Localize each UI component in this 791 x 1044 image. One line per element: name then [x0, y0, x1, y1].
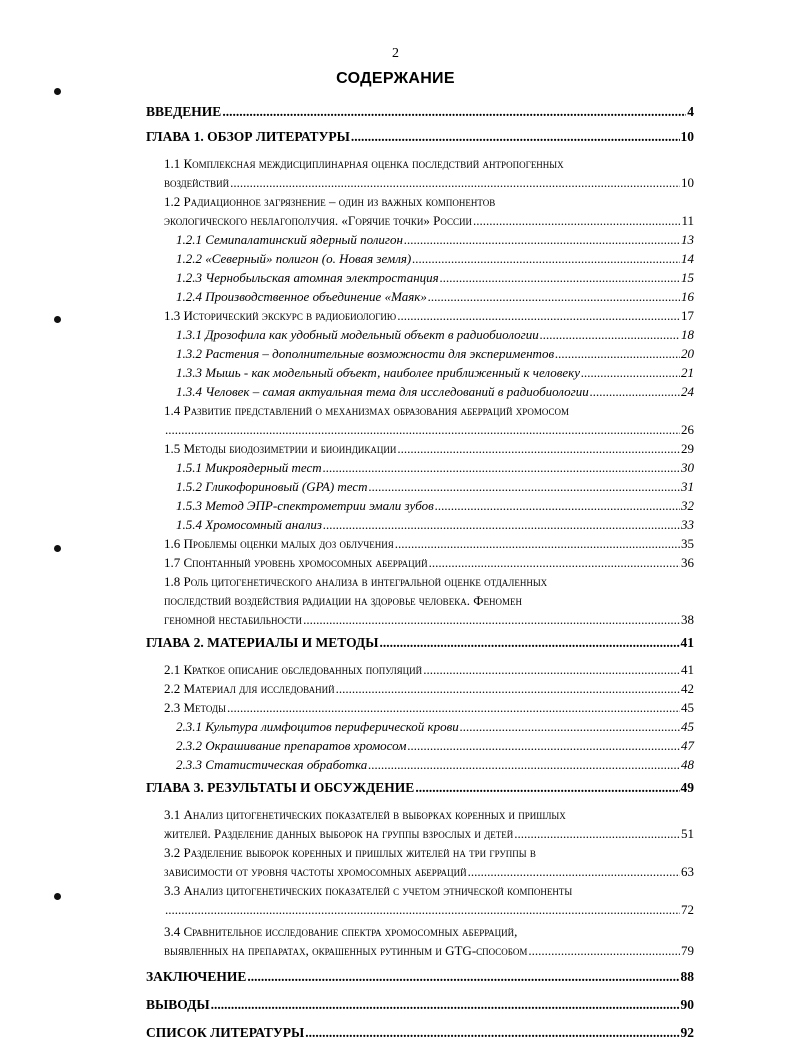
toc-entry-intro[interactable]: ВВЕДЕНИЕ ..... 4 [146, 101, 694, 123]
page-ref: 51 [681, 826, 694, 841]
toc-entry-references[interactable]: СПИСОК ЛИТЕРАТУРЫ ..... 92 [146, 1022, 694, 1044]
toc-entry-1-5[interactable]: 1.5 Методы биодозиметрии и биоиндикации ..... 29 [146, 439, 694, 458]
toc-entry-3-4-line: 3.4 Сравнительное исследование спектра хромосомных аберраций, [164, 924, 518, 939]
toc-entry-1-1[interactable]: воздействий ..... 10 [146, 173, 694, 192]
toc-entry-2-3-1[interactable]: 2.3.1 Культура лимфоцитов периферической крови ..... 45 [146, 717, 694, 736]
binder-hole-mark [54, 316, 61, 323]
toc-entry-1-3[interactable]: 1.3 Исторический экскурс в радиобиологию ..... 17 [146, 306, 694, 325]
page-ref: 13 [681, 232, 694, 247]
page-ref: 41 [681, 662, 694, 677]
page-ref: 10 [680, 129, 694, 144]
page-ref: 31 [681, 479, 694, 494]
page-ref: 92 [680, 1025, 694, 1040]
page-ref: 42 [681, 681, 694, 696]
toc-entry-1-2-line: 1.2 Радиационное загрязнение – один из важных компонентов [164, 194, 496, 209]
page-ref: 24 [681, 384, 694, 399]
toc-entry-3-3-line: 3.3 Анализ цитогенетических показателей с учетом этнической компоненты [164, 883, 573, 898]
binder-hole-mark [54, 88, 61, 95]
page-title: СОДЕРЖАНИЕ [336, 70, 455, 87]
page-ref: 88 [680, 969, 694, 984]
toc-entry-1-8[interactable]: геномной нестабильности ..... 38 [146, 610, 694, 629]
toc-entry-1-6[interactable]: 1.6 Проблемы оценки малых доз облучения ..... 35 [146, 534, 694, 553]
page-ref: 90 [680, 997, 694, 1012]
page-ref: 17 [681, 308, 694, 323]
toc-entry-1-8-line: последствий воздействия радиации на здоровье человека. Феномен [164, 593, 522, 608]
page-ref: 26 [681, 422, 694, 437]
toc-entry-1-5-3[interactable]: 1.5.3 Метод ЭПР-спектрометрии эмали зубов ..... 32 [146, 496, 694, 515]
page-ref: 29 [681, 441, 694, 456]
page-ref: 45 [681, 719, 694, 734]
toc-entry-1-3-2[interactable]: 1.3.2 Растения – дополнительные возможности для экспериментов ..... 20 [146, 344, 694, 363]
toc-entry-1-3-4[interactable]: 1.3.4 Человек – самая актуальная тема для исследований в радиобиологии ..... 24 [146, 382, 694, 401]
page-ref: 32 [681, 498, 694, 513]
toc-entry-conclusion[interactable]: ЗАКЛЮЧЕНИЕ ..... 88 [146, 966, 694, 988]
page-ref: 15 [681, 270, 694, 285]
page-ref: 18 [681, 327, 694, 342]
page-ref: 35 [681, 536, 694, 551]
toc-entry-3-1[interactable]: жителей. Разделение данных выборок на группы взрослых и детей ..... 51 [146, 824, 694, 843]
page-ref: 36 [681, 555, 694, 570]
toc-entry-1-4[interactable] [146, 420, 694, 439]
page-number: 2 [392, 46, 399, 61]
page-ref: 63 [681, 864, 694, 879]
toc-entry-1-2-4[interactable]: 1.2.4 Производственное объединение «Маяк» ..... 16 [146, 287, 694, 306]
toc-entry-chapter-3[interactable]: ГЛАВА 3. РЕЗУЛЬТАТЫ И ОБСУЖДЕНИЕ ..... 49 [146, 777, 694, 799]
toc-entry-2-2[interactable]: 2.2 Материал для исследований ..... 42 [146, 679, 694, 698]
page-ref: 20 [681, 346, 694, 361]
toc-entry-chapter-2[interactable]: ГЛАВА 2. МАТЕРИАЛЫ И МЕТОДЫ ..... 41 [146, 632, 694, 654]
toc-entry-2-1[interactable]: 2.1 Краткое описание обследованных популяций ..... 41 [146, 660, 694, 679]
toc-entry-2-3-2[interactable]: 2.3.2 Окрашивание препаратов хромосом ..... 47 [146, 736, 694, 755]
toc-entry-2-3[interactable]: 2.3 Методы ..... 45 [146, 698, 694, 717]
page-ref: 38 [681, 612, 694, 627]
toc-entry-1-2-1[interactable]: 1.2.1 Семипалатинский ядерный полигон ..... 13 [146, 230, 694, 249]
page-ref: 33 [681, 517, 694, 532]
page-ref: 72 [681, 902, 694, 917]
binder-hole-mark [54, 545, 61, 552]
page-ref: 16 [681, 289, 694, 304]
toc-entry-chapter-1[interactable]: ГЛАВА 1. ОБЗОР ЛИТЕРАТУРЫ ..... 10 [146, 126, 694, 148]
binder-hole-mark [54, 893, 61, 900]
toc-entry-findings[interactable]: ВЫВОДЫ ..... 90 [146, 994, 694, 1016]
table-of-contents [146, 101, 694, 1044]
page-ref: 79 [681, 943, 694, 958]
toc-entry-1-1-line: 1.1 Комплексная междисциплинарная оценка последствий антропогенных [164, 156, 564, 171]
toc-entry-1-5-2[interactable]: 1.5.2 Гликофориновый (GPA) тест ..... 31 [146, 477, 694, 496]
page-ref: 21 [681, 365, 694, 380]
page-ref: 11 [681, 213, 694, 228]
page-ref: 47 [681, 738, 694, 753]
toc-entry-3-2[interactable]: зависимости от уровня частоты хромосомных аберраций ..... 63 [146, 862, 694, 881]
toc-entry-1-3-3[interactable]: 1.3.3 Мышь - как модельный объект, наиболее приближенный к человеку ..... 21 [146, 363, 694, 382]
toc-entry-1-5-4[interactable]: 1.5.4 Хромосомный анализ ..... 33 [146, 515, 694, 534]
page-ref: 4 [687, 104, 694, 119]
page-ref: 10 [681, 175, 694, 190]
page-ref: 30 [681, 460, 694, 475]
toc-entry-3-2-line: 3.2 Разделение выборок коренных и пришлых жителей на три группы в [164, 845, 536, 860]
page-ref: 48 [681, 757, 694, 772]
toc-entry-1-4-line: 1.4 Развитие представлений о механизмах образования аберраций хромосом [164, 403, 569, 418]
page-ref: 49 [680, 780, 694, 795]
toc-entry-1-7[interactable]: 1.7 Спонтанный уровень хромосомных аберраций ..... 36 [146, 553, 694, 572]
toc-entry-1-2[interactable]: экологического неблагополучия. «Горячие точки» России ..... 11 [146, 211, 694, 230]
toc-entry-1-2-2[interactable]: 1.2.2 «Северный» полигон (о. Новая земля) ..... 14 [146, 249, 694, 268]
toc-entry-1-2-3[interactable]: 1.2.3 Чернобыльская атомная электростанция ..... 15 [146, 268, 694, 287]
page-ref: 14 [681, 251, 694, 266]
toc-entry-3-4[interactable]: выявленных на препаратах, окрашенных рутинным и GTG-способом ..... 79 [146, 941, 694, 960]
toc-entry-1-8-line: 1.8 Роль цитогенетического анализа в интегральной оценке отдаленных [164, 574, 548, 589]
toc-entry-2-3-3[interactable]: 2.3.3 Статистическая обработка ..... 48 [146, 755, 694, 774]
toc-entry-3-3[interactable] [146, 900, 694, 919]
page-ref: 45 [681, 700, 694, 715]
toc-entry-1-3-1[interactable]: 1.3.1 Дрозофила как удобный модельный объект в радиобиологии ..... 18 [146, 325, 694, 344]
toc-entry-3-1-line: 3.1 Анализ цитогенетических показателей в выборках коренных и пришлых [164, 807, 566, 822]
toc-entry-1-5-1[interactable]: 1.5.1 Микроядерный тест ..... 30 [146, 458, 694, 477]
page-ref: 41 [680, 635, 694, 650]
